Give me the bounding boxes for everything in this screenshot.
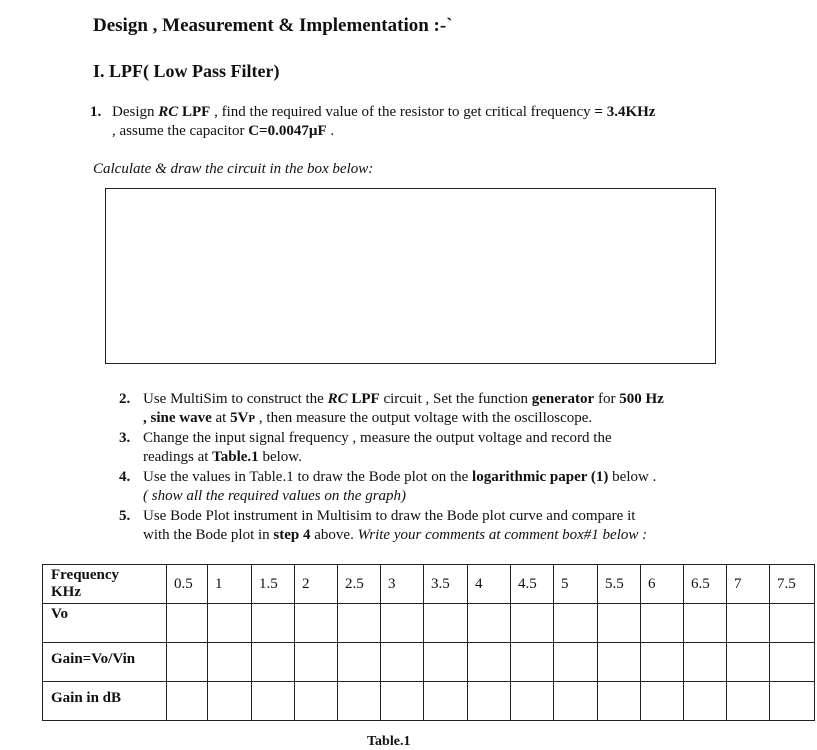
step-4-number: 4. [119,469,131,485]
step-3-text: Change the input signal frequency , measure the output voltage and record the [143,430,612,446]
row-label-gain-db: Gain in dB [43,682,167,721]
vo-cell[interactable] [295,604,338,643]
step-3-text-line2: readings at Table.1 below. [143,449,302,465]
gain-db-cell[interactable] [295,682,338,721]
gain-db-cell[interactable] [511,682,554,721]
frequency-value: 5 [554,565,598,604]
vo-cell[interactable] [208,604,252,643]
step-5-number: 5. [119,508,131,524]
frequency-value: 4.5 [511,565,554,604]
frequency-value: 6.5 [684,565,727,604]
table-caption: Table.1 [367,734,411,749]
gain-cell[interactable] [208,643,252,682]
step-4-text: Use the values in Table.1 to draw the Bode plot on the logarithmic paper (1) below . [143,469,657,485]
calculation-instruction: Calculate & draw the circuit in the box below: [93,161,374,177]
gain-db-cell[interactable] [381,682,424,721]
row-label-gain: Gain=Vo/Vin [43,643,167,682]
page-heading: Design , Measurement & Implementation :-` [93,15,453,36]
vo-cell[interactable] [684,604,727,643]
gain-db-cell[interactable] [167,682,208,721]
gain-db-cell[interactable] [770,682,815,721]
vo-cell[interactable] [424,604,468,643]
vo-cell[interactable] [770,604,815,643]
gain-cell[interactable] [381,643,424,682]
frequency-value: 1.5 [252,565,295,604]
gain-db-cell[interactable] [727,682,770,721]
vo-cell[interactable] [554,604,598,643]
frequency-value: 5.5 [598,565,641,604]
frequency-value: 2.5 [338,565,381,604]
gain-cell[interactable] [511,643,554,682]
frequency-row [43,565,815,604]
step-4-text-line2: ( show all the required values on the graph) [143,488,407,504]
vo-cell[interactable] [727,604,770,643]
step-1-number: 1. [90,104,102,120]
gain-db-cell[interactable] [424,682,468,721]
gain-db-cell[interactable] [641,682,684,721]
gain-cell[interactable] [684,643,727,682]
gain-cell[interactable] [252,643,295,682]
gain-db-cell[interactable] [554,682,598,721]
frequency-value: 2 [295,565,338,604]
frequency-value: 1 [208,565,252,604]
gain-cell[interactable] [167,643,208,682]
gain-cell[interactable] [770,643,815,682]
step-5-text: Use Bode Plot instrument in Multisim to draw the Bode plot curve and compare it [143,508,636,524]
frequency-value: 3.5 [424,565,468,604]
step-2-number: 2. [119,391,131,407]
step-5-text-line2: with the Bode plot in step 4 above. Write your comments at comment box#1 below : [143,527,648,543]
gain-cell[interactable] [338,643,381,682]
vo-cell[interactable] [381,604,424,643]
gain-db-cell[interactable] [598,682,641,721]
row-label-vo: Vo [43,604,167,643]
vo-row [43,604,815,643]
gain-cell[interactable] [641,643,684,682]
vo-cell[interactable] [641,604,684,643]
gain-cell[interactable] [468,643,511,682]
gain-cell[interactable] [424,643,468,682]
gain-db-cell[interactable] [252,682,295,721]
step-3-number: 3. [119,430,131,446]
vo-cell[interactable] [598,604,641,643]
vo-cell[interactable] [338,604,381,643]
measurement-table [42,564,815,721]
gain-cell[interactable] [598,643,641,682]
frequency-value: 4 [468,565,511,604]
gain-row [43,643,815,682]
step-1-text: Design RC LPF , find the required value of the resistor to get critical frequency = 3.4KHz [112,104,656,120]
vo-cell[interactable] [167,604,208,643]
gain-cell[interactable] [295,643,338,682]
frequency-value: 0.5 [167,565,208,604]
step-1-text-line2: , assume the capacitor C=0.0047µF . [112,123,335,139]
vo-cell[interactable] [468,604,511,643]
vo-cell[interactable] [252,604,295,643]
gain-db-cell[interactable] [684,682,727,721]
frequency-label-cell: Frequency KHz [43,565,167,604]
gain-cell[interactable] [727,643,770,682]
frequency-value: 7 [727,565,770,604]
gain-db-cell[interactable] [338,682,381,721]
frequency-value: 6 [641,565,684,604]
circuit-drawing-box[interactable] [105,188,716,364]
gain-db-row [43,682,815,721]
step-2-text: Use MultiSim to construct the RC LPF circuit , Set the function generator for 500 Hz [143,391,664,407]
gain-db-cell[interactable] [208,682,252,721]
step-2-text-line2: , sine wave at 5VP , then measure the output voltage with the oscilloscope. [143,410,593,426]
frequency-value: 7.5 [770,565,815,604]
section-title: I. LPF( Low Pass Filter) [93,61,280,81]
frequency-value: 3 [381,565,424,604]
gain-db-cell[interactable] [468,682,511,721]
vo-cell[interactable] [511,604,554,643]
gain-cell[interactable] [554,643,598,682]
